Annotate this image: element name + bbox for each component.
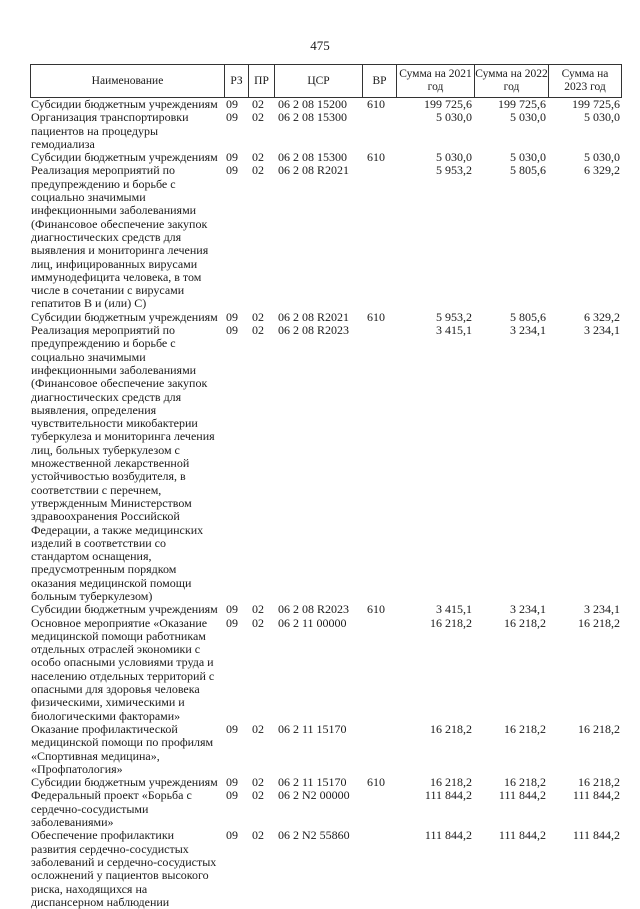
row-pr: 02 bbox=[252, 775, 264, 790]
row-name: Организация транспортировки пациентов на процедуры гемодиализа bbox=[31, 110, 189, 151]
row-csr: 06 2 N2 00000 bbox=[278, 788, 350, 803]
row-sum-2022: 16 218,2 bbox=[504, 721, 546, 736]
row-sum-2021: 199 725,6 bbox=[424, 97, 472, 111]
header-sum-2021: Сумма на 2021 год bbox=[396, 64, 474, 98]
row-sum-2022: 16 218,2 bbox=[504, 775, 546, 790]
table-row bbox=[30, 164, 622, 310]
row-vr: 610 bbox=[367, 309, 385, 324]
row-sum-2022: 111 844,2 bbox=[498, 828, 546, 843]
row-sum-2022: 16 218,2 bbox=[504, 615, 546, 630]
row-name: Субсидии бюджетным учреждениям bbox=[31, 775, 218, 790]
row-name: Субсидии бюджетным учреждениям bbox=[31, 150, 218, 165]
header-sum-2022: Сумма на 2022 год bbox=[474, 64, 548, 98]
row-vr bbox=[362, 111, 396, 151]
row-vr bbox=[362, 789, 396, 829]
row-sum-2023: 111 844,2 bbox=[572, 828, 620, 843]
row-csr: 06 2 08 R2021 bbox=[278, 309, 350, 324]
row-sum-2021: 3 415,1 bbox=[436, 602, 472, 617]
table-row bbox=[30, 324, 622, 603]
row-sum-2023: 16 218,2 bbox=[578, 615, 620, 630]
row-pr: 02 bbox=[252, 323, 264, 338]
row-name: Федеральный проект «Борьба с сердечно-сосудистыми заболеваниями» bbox=[31, 788, 192, 830]
table-body bbox=[30, 98, 622, 909]
row-name: Оказание профилактической медицинской помощи по профилям «Спортивная медицина», «Профпатология» bbox=[31, 721, 214, 776]
row-sum-2022: 111 844,2 bbox=[498, 788, 546, 803]
row-vr bbox=[362, 324, 396, 603]
row-pr: 02 bbox=[252, 602, 264, 617]
page-number: 475 bbox=[310, 38, 330, 53]
header-vr: ВР bbox=[362, 64, 396, 98]
row-rz: 09 bbox=[226, 788, 238, 803]
header-sum-2023: Сумма на 2023 год bbox=[548, 64, 622, 98]
row-pr: 02 bbox=[252, 828, 264, 843]
row-csr: 06 2 N2 55860 bbox=[278, 828, 350, 843]
row-sum-2021: 5 953,2 bbox=[436, 163, 472, 178]
table-row bbox=[30, 829, 622, 909]
row-rz: 09 bbox=[226, 721, 238, 736]
row-sum-2022: 3 234,1 bbox=[510, 323, 546, 338]
table-row bbox=[30, 603, 622, 616]
row-sum-2022: 3 234,1 bbox=[510, 602, 546, 617]
table-row bbox=[30, 617, 622, 723]
row-sum-2021: 111 844,2 bbox=[424, 788, 472, 803]
header-csr: ЦСР bbox=[274, 64, 362, 98]
row-rz: 09 bbox=[226, 163, 238, 178]
row-vr: 610 bbox=[367, 602, 385, 617]
row-rz: 09 bbox=[226, 775, 238, 790]
row-vr: 610 bbox=[367, 97, 385, 111]
row-vr bbox=[362, 164, 396, 310]
row-csr: 06 2 08 R2023 bbox=[278, 323, 350, 338]
row-rz: 09 bbox=[226, 323, 238, 338]
row-sum-2023: 111 844,2 bbox=[572, 788, 620, 803]
row-sum-2023: 199 725,6 bbox=[572, 97, 620, 111]
row-csr: 06 2 08 15200 bbox=[278, 97, 347, 111]
row-sum-2021: 5 030,0 bbox=[436, 110, 472, 125]
row-csr: 06 2 11 00000 bbox=[278, 615, 347, 630]
table-row bbox=[30, 111, 622, 151]
header-rz: РЗ bbox=[224, 64, 248, 98]
table-row bbox=[30, 151, 622, 164]
row-sum-2022: 5 805,6 bbox=[510, 309, 546, 324]
row-sum-2023: 3 234,1 bbox=[584, 323, 620, 338]
header-name: Наименование bbox=[30, 64, 224, 98]
row-sum-2021: 111 844,2 bbox=[424, 828, 472, 843]
row-vr: 610 bbox=[367, 150, 385, 165]
row-name: Субсидии бюджетным учреждениям bbox=[31, 602, 218, 617]
row-pr: 02 bbox=[252, 110, 264, 125]
row-sum-2021: 16 218,2 bbox=[430, 775, 472, 790]
row-name: Субсидии бюджетным учреждениям bbox=[31, 309, 218, 324]
row-sum-2022: 5 805,6 bbox=[510, 163, 546, 178]
row-pr: 02 bbox=[252, 309, 264, 324]
row-vr: 610 bbox=[367, 775, 385, 790]
header-pr: ПР bbox=[248, 64, 274, 98]
row-sum-2021: 5 030,0 bbox=[436, 150, 472, 165]
row-sum-2023: 16 218,2 bbox=[578, 775, 620, 790]
row-rz: 09 bbox=[226, 615, 238, 630]
row-rz: 09 bbox=[226, 309, 238, 324]
table-header bbox=[30, 64, 622, 98]
row-rz: 09 bbox=[226, 602, 238, 617]
row-sum-2023: 5 030,0 bbox=[584, 110, 620, 125]
row-pr: 02 bbox=[252, 788, 264, 803]
row-csr: 06 2 08 R2023 bbox=[278, 602, 350, 617]
row-name: Субсидии бюджетным учреждениям bbox=[31, 97, 218, 111]
row-name: Реализация мероприятий по предупреждению и борьбе с социально значимыми инфекционными заболеваниями (Финансовое обеспечение закупок диагностических средств для выявления и мониторинга лечения лиц, инфицированных вирусами иммунодефицита человека, в том числе в сочетании с вирусами гепатитов В и (или) С) bbox=[31, 163, 209, 311]
row-sum-2022: 5 030,0 bbox=[510, 110, 546, 125]
row-name: Реализация мероприятий по предупреждению и борьбе с социально значимыми инфекционными заболеваниями (Финансовое обеспечение закупок диагностических средств для выявления, определения чувствительности микобактерии туберкулеза и мониторинга лечения лиц, больных туберкулезом с множественной лекарственной устойчивостью возбудителя, в соответствии с перечнем, утвержденным Министерством здравоохранения Российской Федерации, а также медицинских изделий в соответствии со стандартом оснащения, предусмотренным порядком оказания медицинской помощи больным туберкулезом) bbox=[31, 323, 215, 603]
row-pr: 02 bbox=[252, 721, 264, 736]
row-csr: 06 2 08 15300 bbox=[278, 150, 347, 165]
row-sum-2022: 5 030,0 bbox=[510, 150, 546, 165]
row-sum-2023: 6 329,2 bbox=[584, 309, 620, 324]
row-rz: 09 bbox=[226, 828, 238, 843]
row-csr: 06 2 11 15170 bbox=[278, 721, 347, 736]
row-sum-2021: 5 953,2 bbox=[436, 309, 472, 324]
table-row bbox=[30, 98, 622, 111]
row-sum-2023: 5 030,0 bbox=[584, 150, 620, 165]
row-pr: 02 bbox=[252, 163, 264, 178]
row-sum-2023: 6 329,2 bbox=[584, 163, 620, 178]
row-sum-2022: 199 725,6 bbox=[498, 97, 546, 111]
row-name: Обеспечение профилактики развития сердечно-сосудистых заболеваний и сердечно-сосудистых осложнений у пациентов высокого риска, находящихся на диспансерном наблюдении bbox=[31, 828, 217, 909]
row-csr: 06 2 08 15300 bbox=[278, 110, 347, 125]
row-vr bbox=[362, 829, 396, 909]
row-name: Основное мероприятие «Оказание медицинской помощи работникам отдельных отраслей экономики с особо опасными условиями труда и населению отдельных территорий с опасными для здоровья человека физическими, химическими и биологическими факторами» bbox=[31, 615, 215, 723]
row-pr: 02 bbox=[252, 97, 264, 111]
row-vr bbox=[362, 617, 396, 723]
table-row bbox=[30, 776, 622, 789]
table-row bbox=[30, 723, 622, 776]
row-sum-2021: 16 218,2 bbox=[430, 721, 472, 736]
row-vr bbox=[362, 723, 396, 776]
row-sum-2023: 16 218,2 bbox=[578, 721, 620, 736]
row-sum-2021: 3 415,1 bbox=[436, 323, 472, 338]
row-csr: 06 2 08 R2021 bbox=[278, 163, 350, 178]
row-pr: 02 bbox=[252, 615, 264, 630]
row-sum-2023: 3 234,1 bbox=[584, 602, 620, 617]
row-csr: 06 2 11 15170 bbox=[278, 775, 347, 790]
table-row bbox=[30, 311, 622, 324]
row-rz: 09 bbox=[226, 110, 238, 125]
table-row bbox=[30, 789, 622, 829]
row-rz: 09 bbox=[226, 97, 238, 111]
row-sum-2021: 16 218,2 bbox=[430, 615, 472, 630]
row-rz: 09 bbox=[226, 150, 238, 165]
row-pr: 02 bbox=[252, 150, 264, 165]
